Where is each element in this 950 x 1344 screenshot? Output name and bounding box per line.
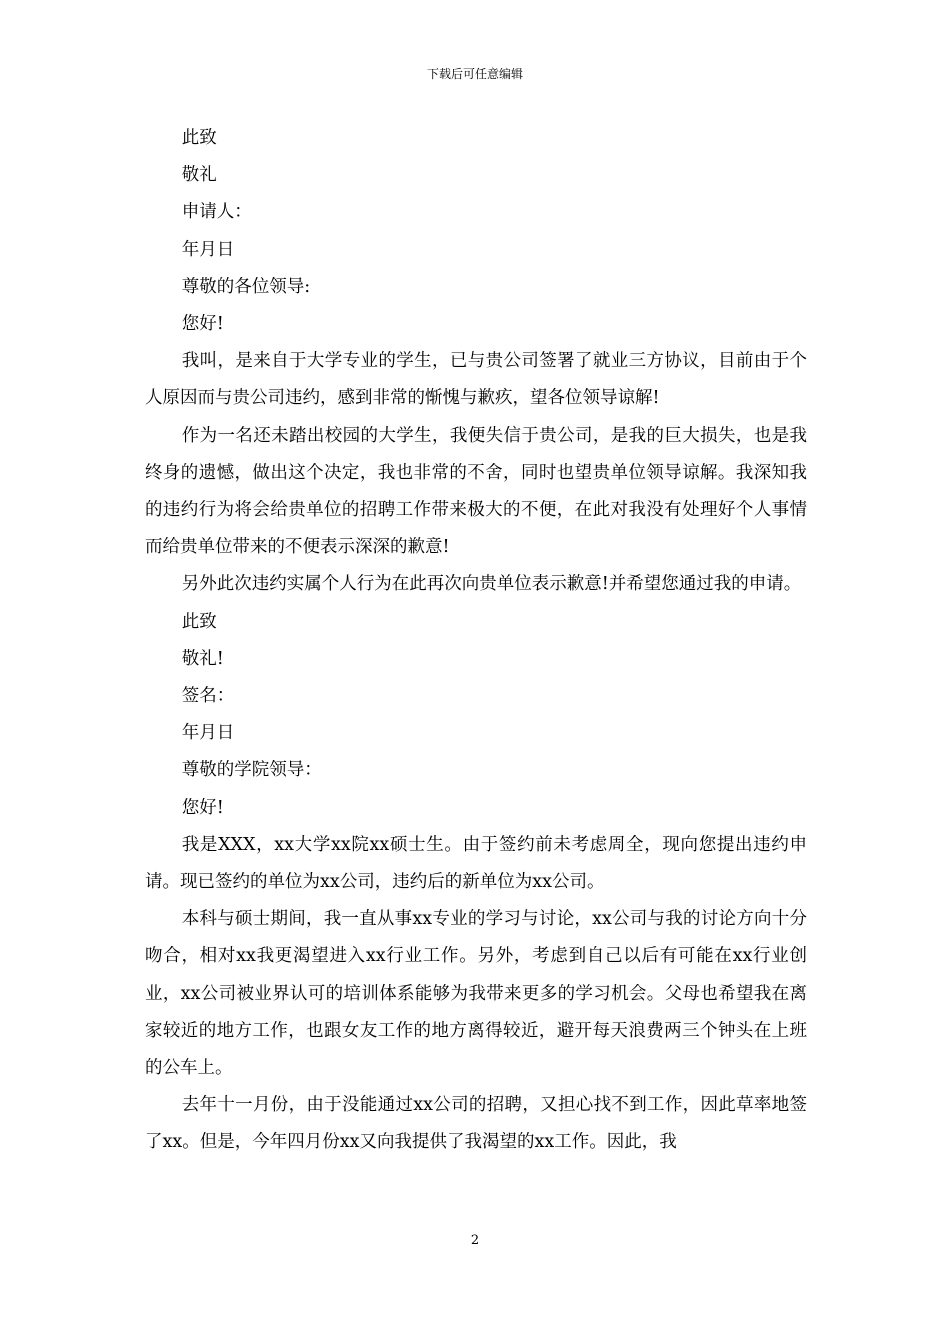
greeting-hello: 您好! [181, 797, 224, 818]
body-paragraph: 本科与硕士期间，我一直从事xx专业的学习与讨论，xx公司与我的讨论方向十分吻合，相对xx我更渴望进入xx行业工作。另外，考虑到自己以后有可能在xx行业创业，xx公司被业界认可的培训体系能够为我带来更多的学习机会。父母也希望我在离家较近的地方工作，也跟女友工作的地方离得较近，避开每天浪费两三个钟头在上班的公车上。 [145, 909, 807, 1079]
body-paragraph: 我是XXX，xx大学xx院xx硕士生。由于签约前未考虑周全，现向您提出违约申请。现已签约的单位为xx公司，违约后的新单位为xx公司。 [145, 834, 807, 893]
closing-salutation: 此致 [181, 611, 217, 632]
body-paragraph: 另外此次违约实属个人行为在此再次向贵单位表示歉意!并希望您通过我的申请。 [181, 574, 802, 595]
closing-regards: 敬礼! [181, 648, 224, 669]
page-header: 下载后可任意编辑 [426, 67, 523, 81]
body-paragraph: 我叫，是来自于大学专业的学生，已与贵公司签署了就业三方协议，目前由于个人原因而与贵公司违约，感到非常的惭愧与歉疚，望各位领导谅解! [145, 351, 807, 409]
date-line: 年月日 [181, 239, 235, 260]
date-line: 年月日 [181, 723, 235, 744]
body-paragraph: 去年十一月份，由于没能通过xx公司的招聘，又担心找不到工作，因此草率地签了xx。但是，今年四月份xx又向我提供了我渴望的xx工作。因此，我 [145, 1095, 807, 1153]
greeting-hello: 您好! [181, 314, 224, 335]
document-body [145, 120, 807, 1162]
closing-regards: 敬礼 [181, 165, 217, 186]
signature-label: 签名： [181, 686, 235, 707]
applicant-label: 申请人： [181, 202, 252, 223]
greeting-recipient: 尊敬的各位领导: [181, 276, 311, 297]
page-number: 2 [470, 1233, 480, 1248]
body-paragraph: 作为一名还未踏出校园的大学生，我便失信于贵公司，是我的巨大损失，也是我终身的遗憾，做出这个决定，我也非常的不舍，同时也望贵单位领导谅解。我深知我的违约行为将会给贵单位的招聘工作带来极大的不便，在此对我没有处理好个人事情而给贵单位带来的不便表示深深的歉意! [145, 425, 807, 558]
greeting-recipient: 尊敬的学院领导： [181, 760, 322, 781]
closing-salutation: 此致 [181, 128, 217, 148]
